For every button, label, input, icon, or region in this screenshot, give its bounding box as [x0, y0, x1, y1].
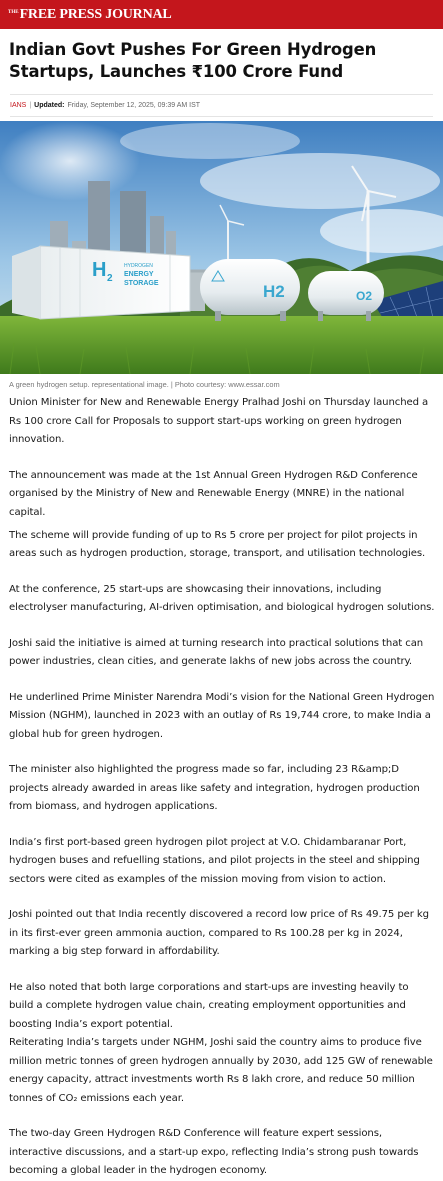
storage-label-3: STORAGE	[124, 280, 159, 287]
paragraph: He underlined Prime Minister Narendra Modi’s vision for the National Green Hydrogen Mission (NGHM), launched in 2023 with an outlay of Rs 19,744 crore, to make India a global hub for green hydrogen.	[9, 691, 435, 740]
paragraph: Reiterating India’s targets under NGHM, Joshi said the country aims to produce five million metric tonnes of green hydrogen annually by 2030, add 125 GW of renewable energy capacity, attract investments worth Rs 8 lakh crore, and reduce 50 million tonnes of CO₂ emissions each year.	[9, 1037, 433, 1104]
updated-timestamp: Friday, September 12, 2025, 09:39 AM IST	[67, 102, 201, 109]
paragraph: Joshi said the initiative is aimed at turning research into practical solutions that can power industries, clean cities, and generate lakhs of new jobs across the country.	[9, 637, 424, 667]
paragraph: The announcement was made at the 1st Annual Green Hydrogen R&D Conference organised by the Ministry of New and Renewable Energy (MNRE) in the national capital.	[9, 469, 418, 518]
storage-label-1: HYDROGEN	[124, 263, 153, 269]
article-headline: Indian Govt Pushes For Green Hydrogen Startups, Launches ₹100 Crore Fund	[9, 40, 377, 81]
hero-image	[0, 121, 443, 374]
tank-h2-label: H2	[263, 282, 285, 301]
image-caption: A green hydrogen setup. representational image. | Photo courtesy: www.essar.com	[9, 379, 280, 389]
paragraph: The scheme will provide funding of up to Rs 5 crore per project for pilot projects in areas such as hydrogen production, storage, transport, and utilisation technologies.	[9, 529, 426, 559]
h2-subscript: 2	[107, 273, 113, 284]
meta-separator: |	[29, 102, 32, 109]
storage-label-2: ENERGY	[124, 271, 154, 278]
tank-o2-label: O2	[356, 289, 373, 303]
divider	[10, 116, 433, 117]
updated-label: Updated:	[34, 102, 65, 109]
agency-link[interactable]: IANS	[10, 102, 27, 109]
paragraph: The minister also highlighted the progress made so far, including 23 R&amp;D projects already awarded in areas like safety and integration, hydrogen production from biomass, and hydrogen applications.	[9, 764, 420, 812]
paragraph: The two-day Green Hydrogen R&D Conference will feature expert sessions, interactive discussions, and a start-up expo, reflecting India’s strong push towards becoming a global leader in the hydrogen economy.	[9, 1128, 419, 1176]
logo-text: FREE PRESS JOURNAL	[19, 6, 172, 22]
paragraph: Joshi pointed out that India recently discovered a record low price of Rs 49.75 per kg in its first-ever green ammonia auction, compared to Rs 100.28 per kg in 2024, marking a big step forward in affordability.	[9, 909, 429, 957]
paragraph: Union Minister for New and Renewable Energy Pralhad Joshi on Thursday launched a Rs 100 crore Call for Proposals to support start-ups working on green hydrogen innovation.	[9, 397, 429, 445]
site-logo[interactable]	[8, 7, 172, 23]
logo-prefix: THE	[8, 9, 19, 15]
site-header	[0, 0, 443, 29]
h2-symbol: H	[92, 259, 107, 281]
paragraph: India’s first port-based green hydrogen pilot project at V.O. Chidambaranar Port, hydrogen buses and refuelling stations, and pilot projects in the steel and shipping sectors were cited as examples of the mission moving from vision to action.	[9, 836, 420, 885]
article-body	[0, 394, 443, 1181]
paragraph: He also noted that both large corporations and start-ups are investing heavily to build a complete hydrogen value chain, creating employment opportunities and boosting India’s export potential.	[9, 981, 409, 1030]
article-meta	[0, 95, 443, 116]
paragraph: At the conference, 25 start-ups are showcasing their innovations, including electrolyser manufacturing, AI-driven optimisation, and biological hydrogen solutions.	[9, 583, 435, 613]
